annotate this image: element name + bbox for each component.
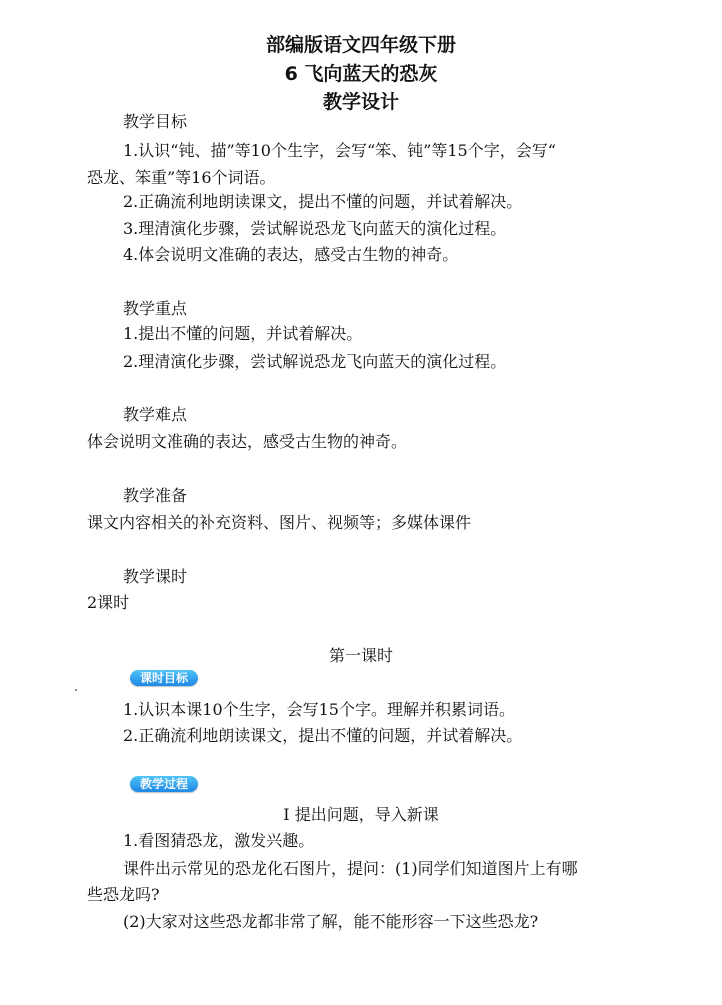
- document-series-title: 部编版语文四年级下册: [265, 34, 456, 56]
- goal-item-4: 4.体会说明文准确的表达，感受古生物的神奇。: [123, 245, 459, 264]
- lesson-title: 6 飞向蓝天的恐灰: [284, 63, 438, 85]
- stray-dot: [75, 689, 77, 691]
- difficulty-text: 体会说明文准确的表达，感受古生物的神奇。: [87, 432, 408, 451]
- key-points-heading: 教学重点: [123, 299, 188, 318]
- difficulty-heading: 教学难点: [123, 405, 188, 424]
- preparation-heading: 教学准备: [123, 486, 188, 505]
- goal-item-1: 1.认识“钝、描”等10个生字，会写“笨、钝”等15个字，会写“: [123, 141, 556, 160]
- hours-heading: 教学课时: [123, 567, 188, 586]
- document-type-title: 教学设计: [322, 91, 399, 113]
- goal-item-3: 3.理清演化步骤，尝试解说恐龙飞向蓝天的演化过程。: [123, 219, 507, 238]
- step-1-text: 课件出示常见的恐龙化石图片，提问：(1)同学们知道图片上有哪: [123, 859, 578, 878]
- goal-item-1-cont: 恐龙、笨重”等16个词语。: [87, 168, 276, 187]
- lesson-goal-2: 2.正确流利地朗读课文，提出不懂的问题，并试着解决。: [123, 726, 523, 745]
- step-1-text-cont: 些恐龙吗?: [87, 885, 160, 904]
- goal-item-2: 2.正确流利地朗读课文，提出不懂的问题，并试着解决。: [123, 192, 523, 211]
- hours-text: 2课时: [87, 593, 130, 612]
- key-point-1: 1.提出不懂的问题，并试着解决。: [123, 324, 363, 343]
- teaching-process-badge: 教学过程: [130, 776, 198, 792]
- key-point-2: 2.理清演化步骤，尝试解说恐龙飞向蓝天的演化过程。: [123, 352, 507, 371]
- goals-heading: 教学目标: [123, 112, 188, 131]
- preparation-text: 课文内容相关的补充资料、图片、视频等；多媒体课件: [87, 513, 472, 532]
- lesson-goal-1: 1.认识本课10个生字，会写15个字。理解并积累词语。: [123, 700, 515, 719]
- step-1: 1.看图猜恐龙，激发兴趣。: [123, 831, 315, 850]
- step-1-question-2: (2)大家对这些恐龙都非常了解，能不能形容一下这些恐龙?: [123, 912, 539, 931]
- section-1-heading: Ⅰ 提出问题，导入新课: [283, 805, 439, 824]
- lesson-goals-badge: 课时目标: [130, 670, 198, 686]
- lesson1-title: 第一课时: [328, 646, 393, 665]
